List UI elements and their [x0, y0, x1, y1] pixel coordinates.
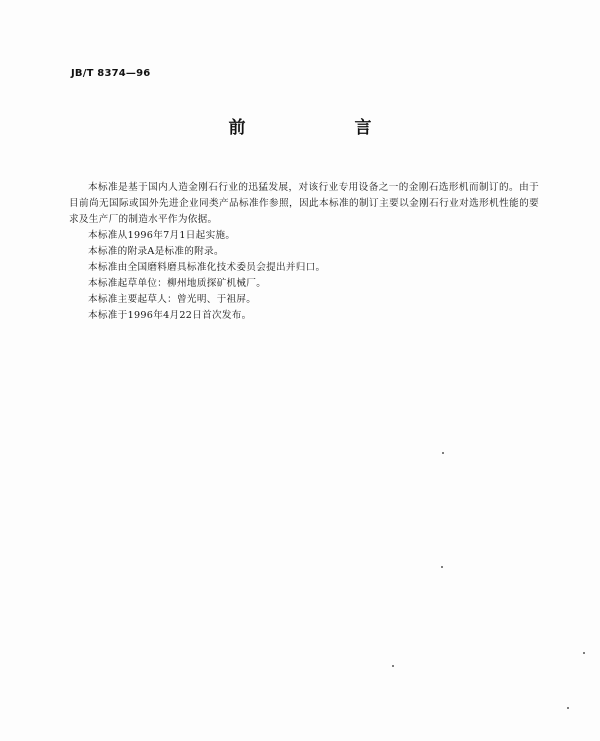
scan-speck — [442, 452, 444, 454]
paragraph-basis: 本标准是基于国内人造金刚石行业的迅猛发展，对该行业专用设备之一的金刚石选形机而制订的。由于目前尚无国际或国外先进企业同类产品标准作参照，因此本标准的制订主要以金刚石行业对选形机性能的要求及生产厂的制造水平作为依据。 — [69, 182, 539, 225]
paragraph-first-issue: 本标准于1996年4月22日首次发布。 — [88, 310, 252, 321]
paragraph-appendix: 本标准的附录A是标准的附录。 — [88, 246, 224, 257]
paragraph-effective-date: 本标准从1996年7月1日起实施。 — [88, 230, 236, 241]
page-title: 前 言 — [228, 118, 418, 138]
standard-code: JB/T 8374—96 — [71, 68, 151, 79]
paragraph-proposer: 本标准由全国磨料磨具标准化技术委员会提出并归口。 — [88, 262, 326, 273]
scan-speck — [583, 652, 585, 654]
paragraph-drafters: 本标准主要起草人：曾光明、于祖屏。 — [88, 294, 257, 305]
scan-speck — [441, 566, 443, 568]
foreword-body — [69, 180, 539, 324]
paragraph-drafting-unit: 本标准起草单位：柳州地质探矿机械厂。 — [88, 278, 267, 289]
scan-speck — [567, 707, 569, 709]
scan-speck — [392, 665, 394, 667]
